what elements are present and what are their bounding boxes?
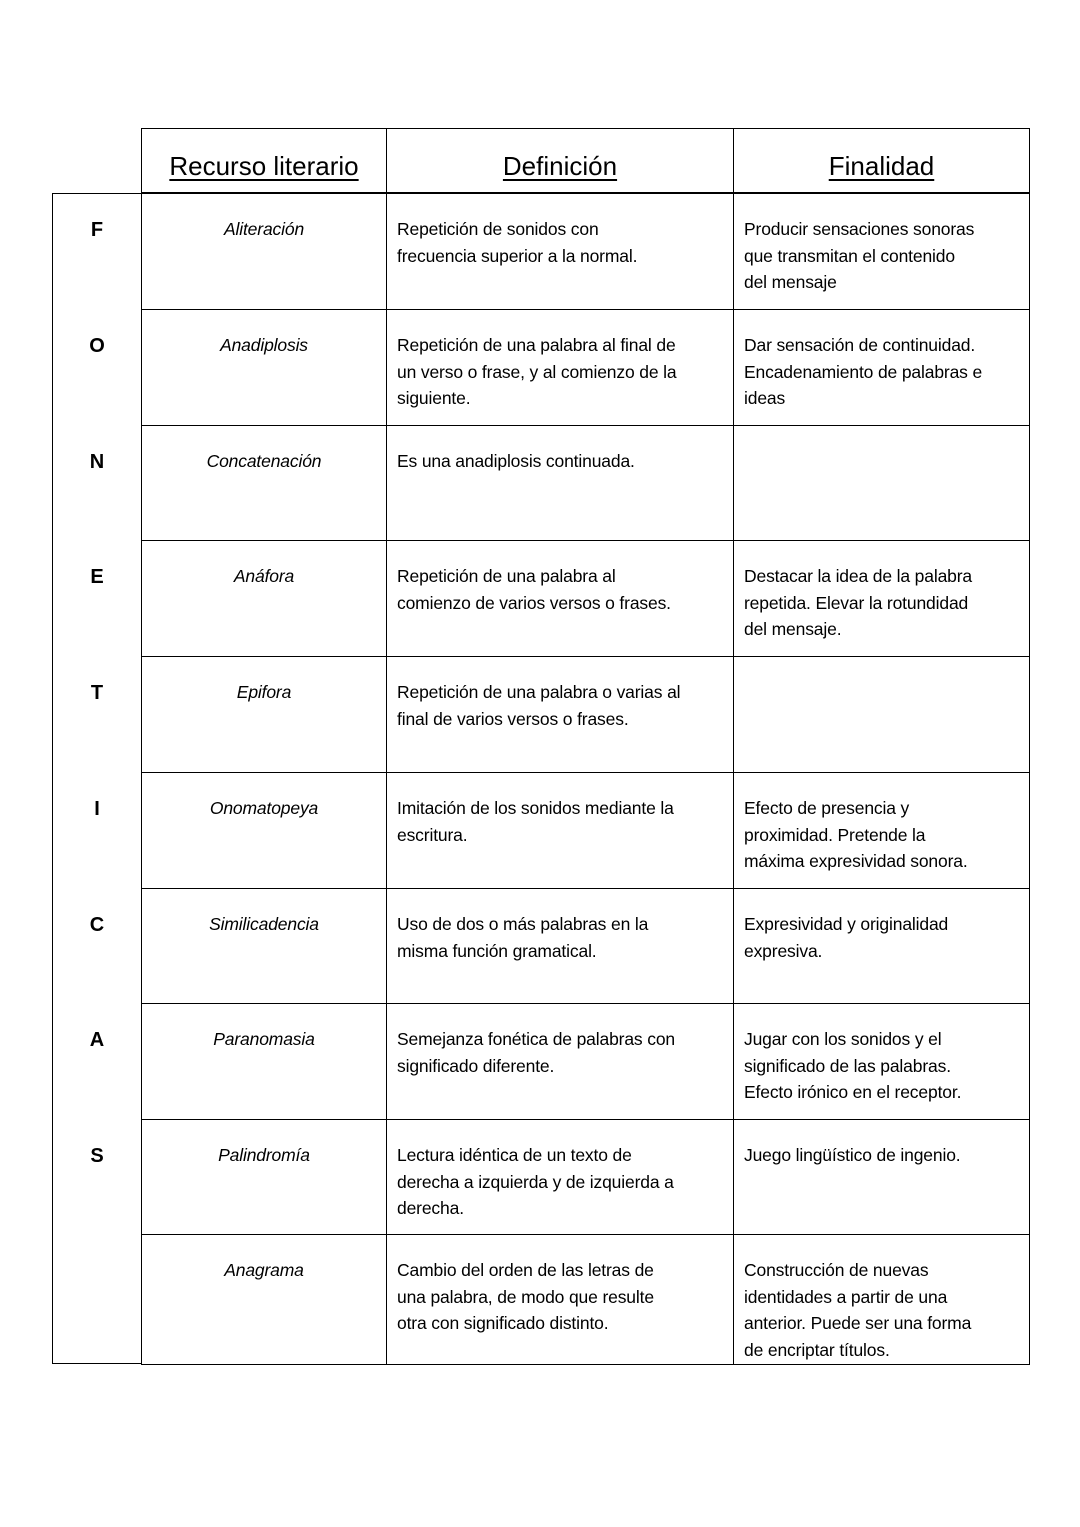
cell-definition: Imitación de los sonidos mediante la escritura. (386, 772, 734, 889)
acrostic-letter: T (90, 682, 104, 704)
cell-name: Concatenación (141, 425, 387, 541)
acrostic-column (52, 193, 142, 1364)
acrostic-letter: A (89, 1029, 105, 1051)
cell-definition: Repetición de una palabra al comienzo de varios versos o frases. (386, 540, 734, 657)
cell-definition: Es una anadiplosis continuada. (386, 425, 734, 541)
cell-name: Paranomasia (141, 1003, 387, 1120)
acrostic-letter: S (90, 1145, 104, 1167)
cell-name: Anagrama (141, 1234, 387, 1365)
cell-purpose: Producir sensaciones sonoras que transmitan el contenido del mensaje (733, 193, 1030, 310)
cell-purpose: Juego lingüístico de ingenio. (733, 1119, 1030, 1235)
cell-name: Onomatopeya (141, 772, 387, 889)
cell-purpose: Jugar con los sonidos y el significado de las palabras. Efecto irónico en el receptor. (733, 1003, 1030, 1120)
header-label: Definición (502, 151, 618, 181)
cell-purpose: Efecto de presencia y proximidad. Pretende la máxima expresividad sonora. (733, 772, 1030, 889)
cell-purpose (733, 425, 1030, 541)
cell-purpose: Construcción de nuevas identidades a partir de una anterior. Puede ser una forma de encriptar títulos. (733, 1234, 1030, 1365)
cell-definition: Repetición de una palabra o varias al final de varios versos o frases. (386, 656, 734, 773)
cell-name: Aliteración (141, 193, 387, 310)
acrostic-letter: N (89, 451, 105, 473)
acrostic-letter: I (94, 798, 100, 820)
cell-definition: Uso de dos o más palabras en la misma función gramatical. (386, 888, 734, 1004)
header-recurso (141, 128, 387, 193)
cell-purpose (733, 656, 1030, 773)
cell-name: Anáfora (141, 540, 387, 657)
cell-definition: Lectura idéntica de un texto de derecha a izquierda y de izquierda a derecha. (386, 1119, 734, 1235)
header-finalidad (733, 128, 1030, 193)
cell-definition: Repetición de sonidos con frecuencia superior a la normal. (386, 193, 734, 310)
header-definicion (386, 128, 734, 193)
cell-definition: Cambio del orden de las letras de una palabra, de modo que resulte otra con significado distinto. (386, 1234, 734, 1365)
cell-definition: Repetición de una palabra al final de un verso o frase, y al comienzo de la siguiente. (386, 309, 734, 426)
cell-purpose: Destacar la idea de la palabra repetida. Elevar la rotundidad del mensaje. (733, 540, 1030, 657)
acrostic-letter: O (89, 335, 105, 357)
cell-name: Anadiplosis (141, 309, 387, 426)
acrostic-letter: C (89, 914, 105, 936)
cell-name: Epifora (141, 656, 387, 773)
cell-name: Similicadencia (141, 888, 387, 1004)
cell-definition: Semejanza fonética de palabras con significado diferente. (386, 1003, 734, 1120)
header-label: Recurso literario (169, 151, 359, 181)
acrostic-letter: E (90, 566, 104, 588)
cell-purpose: Expresividad y originalidad expresiva. (733, 888, 1030, 1004)
header-label: Finalidad (828, 151, 935, 181)
acrostic-letter: F (90, 219, 104, 241)
cell-name: Palindromía (141, 1119, 387, 1235)
cell-purpose: Dar sensación de continuidad. Encadenamiento de palabras e ideas (733, 309, 1030, 426)
